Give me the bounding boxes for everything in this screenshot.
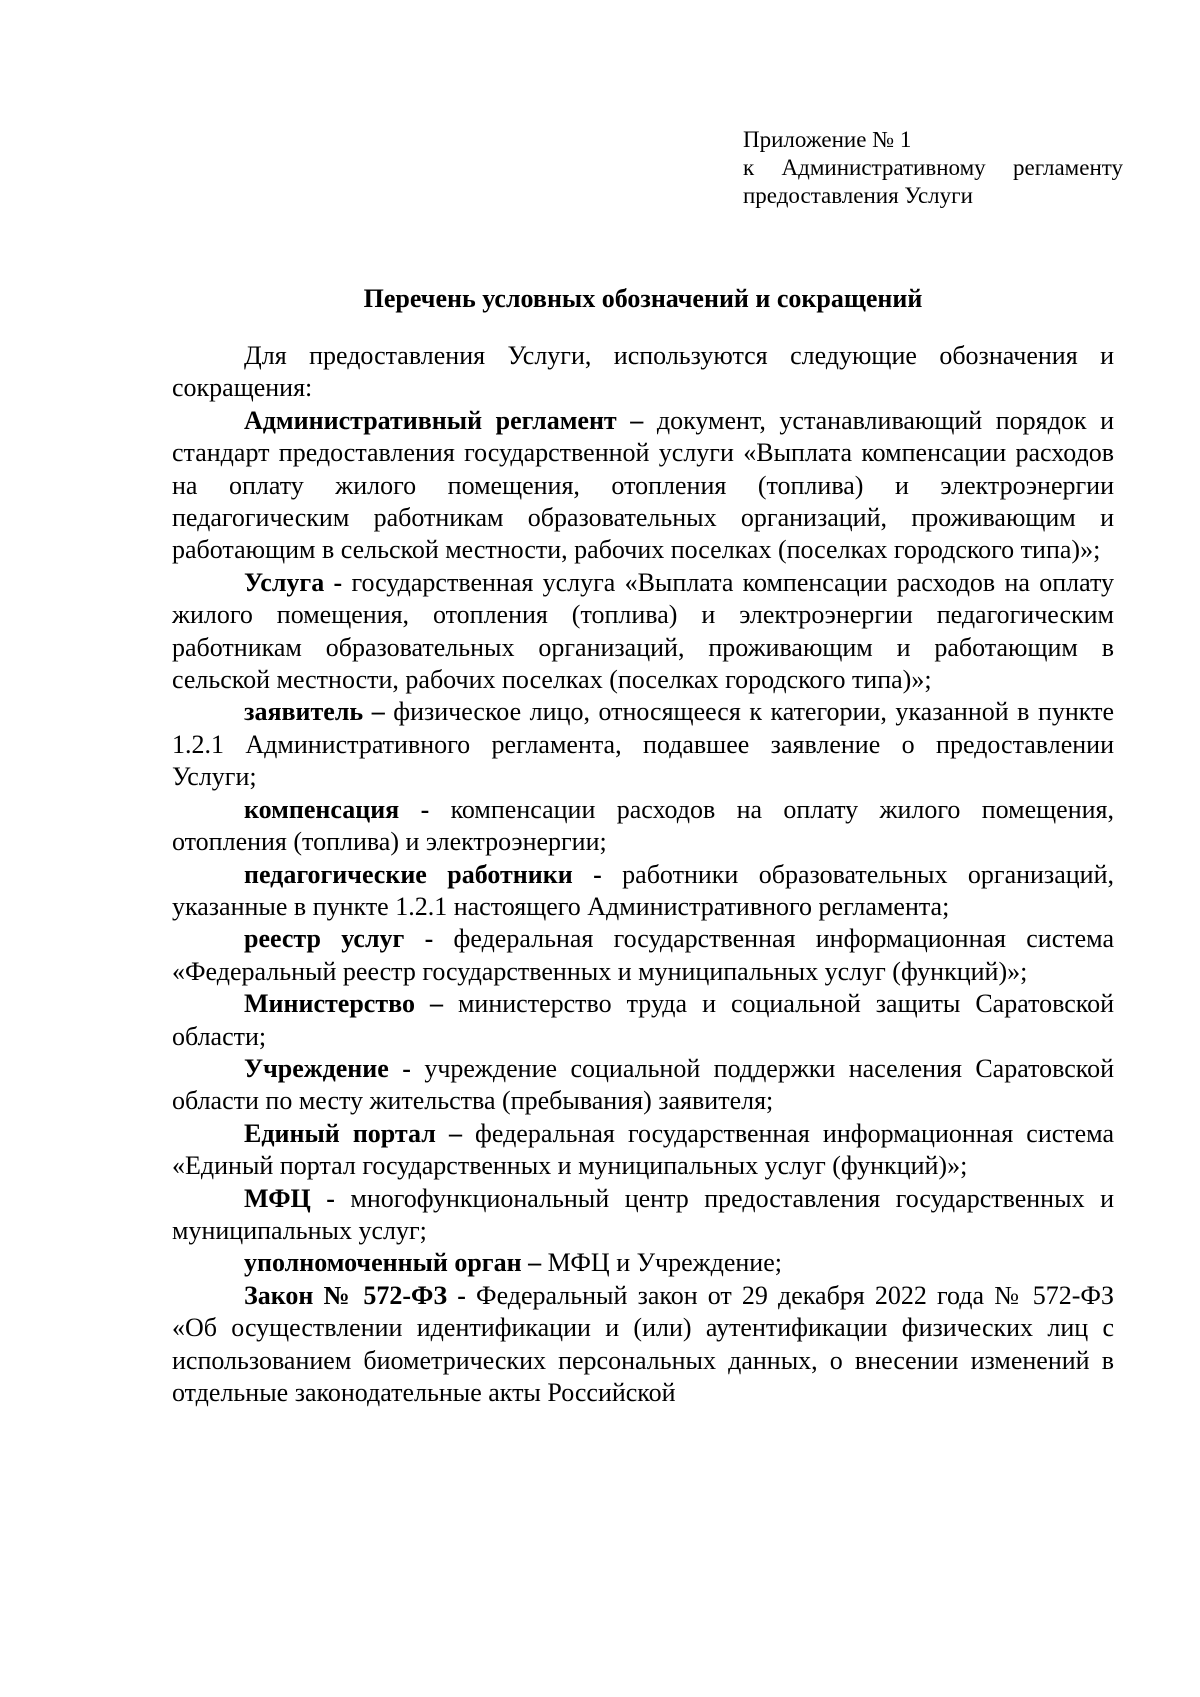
appendix-header xyxy=(743,126,1123,210)
definition-paragraph xyxy=(172,923,1114,988)
definition-text: федеральная государственная информационная система «Федеральный реестр государственных и муниципальных услуг (функций)»; xyxy=(172,924,1114,986)
definition-term: Услуга xyxy=(244,567,325,597)
definition-separator: – xyxy=(616,405,657,435)
definition-separator: - xyxy=(447,1280,477,1310)
definition-term: Административный регламент xyxy=(244,405,617,435)
appendix-reference: к Административному регламенту xyxy=(743,155,1123,180)
definition-paragraph xyxy=(172,1247,1114,1279)
definition-separator: - xyxy=(572,859,623,889)
definition-separator: - xyxy=(310,1183,351,1213)
definition-term: уполномоченный орган xyxy=(244,1248,522,1278)
definition-paragraph xyxy=(172,696,1114,793)
definition-text: учреждение социальной поддержки населения Саратовской области по месту жительства (пребывания) заявителя; xyxy=(172,1053,1114,1116)
definition-term: Учреждение xyxy=(244,1053,389,1083)
definition-paragraph xyxy=(172,567,1114,697)
definition-separator: - xyxy=(388,1053,425,1083)
definition-text: компенсации расходов на оплату жилого помещения, отопления (топлива) и электроэнергии; xyxy=(172,794,1114,857)
definition-paragraph xyxy=(172,1183,1114,1248)
definition-separator: - xyxy=(399,794,451,824)
definition-paragraph xyxy=(172,794,1114,859)
definition-paragraph xyxy=(172,1118,1114,1183)
definition-term: заявитель xyxy=(244,697,364,727)
definition-text: МФЦ и Учреждение; xyxy=(547,1248,782,1278)
definition-paragraph xyxy=(172,1280,1114,1410)
definition-separator: – xyxy=(363,697,394,727)
definition-term: Министерство xyxy=(244,989,415,1019)
definition-separator: – xyxy=(521,1248,548,1278)
definition-text: многофункциональный центр предоставления государственных и муниципальных услуг; xyxy=(172,1183,1114,1245)
definition-text: государственная услуга «Выплата компенсации расходов на оплату жилого помещения, отопления (топлива) и электроэнергии педагогическим работникам образовательных организаций, проживающим и работающим в сельской местности, рабочих поселках (поселках городского типа)»; xyxy=(172,567,1114,695)
document-body xyxy=(172,340,1114,1409)
definition-term: компенсация xyxy=(244,794,400,824)
definition-term: педагогические работники xyxy=(244,859,573,889)
intro-paragraph: Для предоставления Услуги, используются следующие обозначения и сокращения: xyxy=(172,341,1114,403)
definition-separator: – xyxy=(414,989,458,1019)
definition-paragraph xyxy=(172,988,1114,1053)
document-title: Перечень условных обозначений и сокращений xyxy=(363,284,923,313)
definition-text: работники образовательных организаций, указанные в пункте 1.2.1 настоящего Административного регламента; xyxy=(172,859,1114,921)
appendix-subject: предоставления Услуги xyxy=(743,183,973,208)
definition-separator: – xyxy=(435,1118,476,1148)
definition-term: Закон № 572-ФЗ xyxy=(244,1280,448,1310)
definition-text: физическое лицо, относящееся к категории, указанной в пункте 1.2.1 Административного регламента, подавшее заявление о предоставлении Услуги; xyxy=(172,697,1114,792)
appendix-number: Приложение № 1 xyxy=(743,127,912,152)
definition-text: министерство труда и социальной защиты Саратовской области; xyxy=(172,989,1114,1051)
definition-paragraph xyxy=(172,1053,1114,1118)
definition-paragraph xyxy=(172,859,1114,924)
definition-text: документ, устанавливающий порядок и стандарт предоставления государственной услуги «Выплата компенсации расходов на оплату жилого помещения, отопления (топлива) и электроэнергии педагогическим работникам образовательных организаций, проживающим и работающим в сельской местности, рабочих поселках (поселках городского типа)»; xyxy=(172,405,1114,565)
definition-separator: - xyxy=(404,924,454,954)
definition-term: реестр услуг xyxy=(244,924,405,954)
definition-paragraph xyxy=(172,405,1114,567)
definition-text: Федеральный закон от 29 декабря 2022 года № 572-ФЗ «Об осуществлении идентификации и (или) аутентификации физических лиц с использованием биометрических персональных данных, о внесении изменений в отдельные законодательные акты Российской xyxy=(172,1280,1114,1407)
definition-term: Единый портал xyxy=(244,1118,436,1148)
definition-separator: - xyxy=(324,567,352,597)
definition-text: федеральная государственная информационная система «Единый портал государственных и муниципальных услуг (функций)»; xyxy=(172,1118,1114,1181)
definition-term: МФЦ xyxy=(244,1183,311,1213)
